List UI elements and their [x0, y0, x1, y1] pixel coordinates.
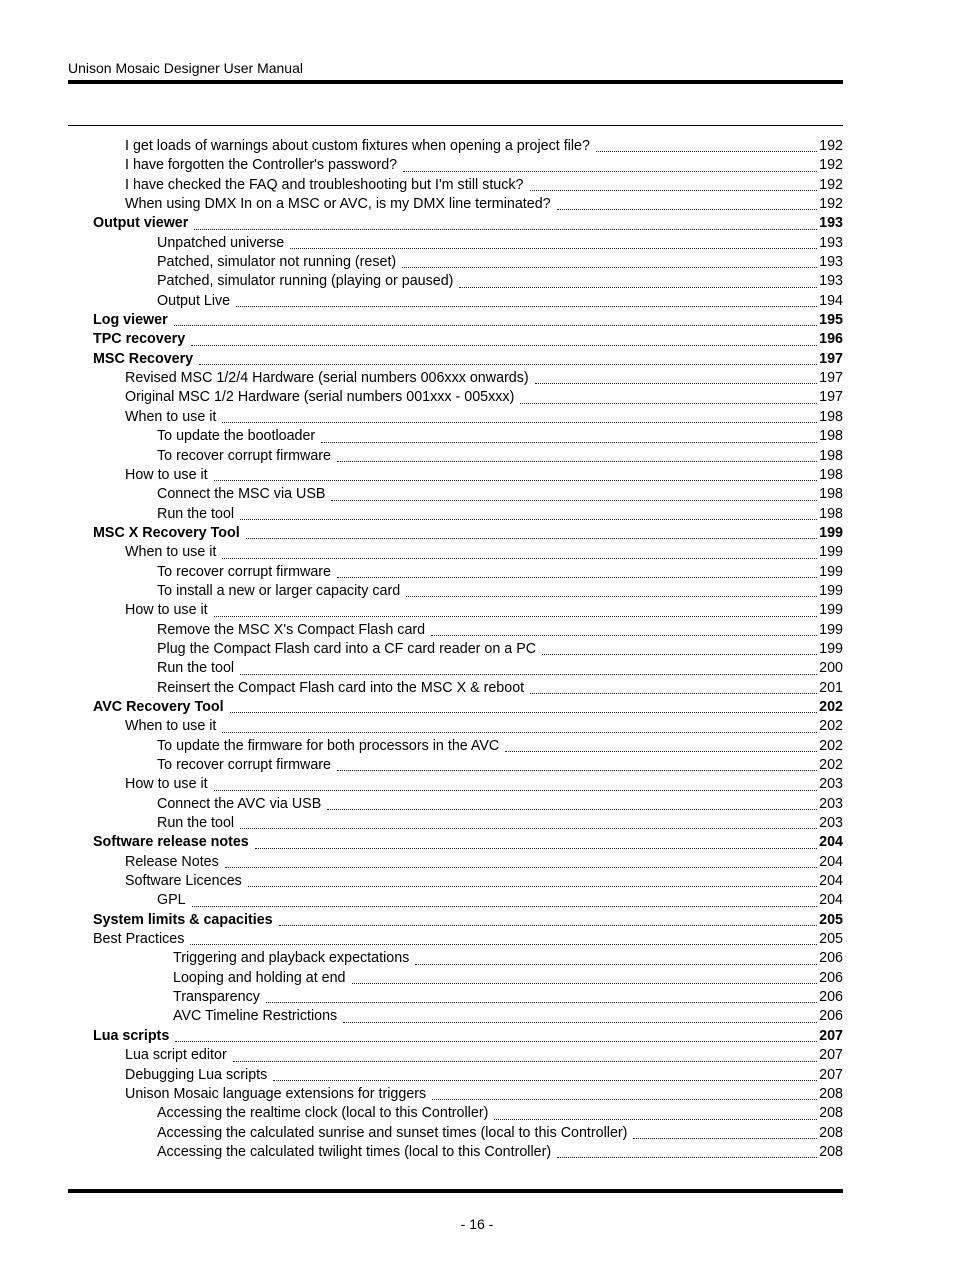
toc-entry-label: Triggering and playback expectations: [173, 950, 410, 967]
toc-entry[interactable]: [0, 717, 843, 736]
toc-leader-dots: [255, 848, 817, 849]
toc-entry[interactable]: [0, 601, 843, 620]
toc-entry[interactable]: [0, 679, 843, 698]
toc-entry[interactable]: [0, 833, 843, 852]
toc-entry-label: Software Licences: [125, 873, 242, 890]
toc-entry[interactable]: [0, 795, 843, 814]
toc-entry-page: 202: [819, 737, 843, 754]
toc-entry[interactable]: [0, 408, 843, 427]
toc-entry-label: Reinsert the Compact Flash card into the MSC X & reboot: [157, 679, 525, 696]
toc-entry-page: 206: [819, 969, 843, 986]
toc-entry[interactable]: [0, 234, 843, 253]
toc-entry-label: Accessing the calculated twilight times (local to this Controller): [157, 1143, 552, 1160]
toc-entry-label: TPC recovery: [93, 331, 186, 348]
toc-entry-label: Connect the MSC via USB: [157, 486, 326, 503]
toc-entry[interactable]: [0, 253, 843, 272]
toc-entry-label: I have checked the FAQ and troubleshooting but I'm still stuck?: [125, 176, 524, 193]
toc-entry-page: 207: [819, 1027, 843, 1044]
toc-entry[interactable]: [0, 1085, 843, 1104]
toc-leader-dots: [266, 1002, 817, 1003]
toc-leader-dots: [290, 248, 817, 249]
toc-entry-label: Release Notes: [125, 853, 219, 870]
toc-leader-dots: [431, 635, 817, 636]
toc-entry-label: Unpatched universe: [157, 234, 285, 251]
toc-entry-label: To update the firmware for both processors in the AVC: [157, 737, 500, 754]
toc-entry-page: 205: [819, 931, 843, 948]
toc-entry-page: 192: [819, 196, 843, 213]
toc-entry-page: 202: [819, 718, 843, 735]
toc-leader-dots: [246, 538, 817, 539]
toc-entry[interactable]: [0, 485, 843, 504]
toc-entry-page: 193: [819, 234, 843, 251]
toc-entry-page: 196: [819, 331, 843, 348]
toc-entry[interactable]: [0, 427, 843, 446]
toc-leader-dots: [337, 770, 817, 771]
toc-leader-dots: [331, 500, 817, 501]
toc-entry-page: 198: [819, 505, 843, 522]
toc-top-rule: [68, 125, 843, 126]
toc-entry[interactable]: [0, 1066, 843, 1085]
toc-entry-label: Original MSC 1/2 Hardware (serial numbers 001xxx - 005xxx): [125, 389, 515, 406]
toc-entry-page: 198: [819, 428, 843, 445]
toc-leader-dots: [530, 190, 818, 191]
toc-entry-page: 207: [819, 1066, 843, 1083]
toc-entry[interactable]: [0, 621, 843, 640]
toc-entry-label: MSC X Recovery Tool: [93, 524, 240, 541]
toc-entry-label: Debugging Lua scripts: [125, 1066, 268, 1083]
toc-entry-label: AVC Timeline Restrictions: [173, 1008, 338, 1025]
toc-entry[interactable]: [0, 1027, 843, 1046]
toc-entry[interactable]: [0, 949, 843, 968]
toc-entry-page: 199: [819, 544, 843, 561]
toc-entry-page: 208: [819, 1085, 843, 1102]
toc-entry[interactable]: [0, 1007, 843, 1026]
toc-entry[interactable]: [0, 137, 843, 156]
toc-entry-label: Output viewer: [93, 215, 189, 232]
toc-entry[interactable]: [0, 505, 843, 524]
toc-entry-page: 198: [819, 466, 843, 483]
toc-entry-page: 202: [819, 698, 843, 715]
toc-entry[interactable]: [0, 659, 843, 678]
toc-entry-page: 199: [819, 524, 843, 541]
toc-entry-label: Best Practices: [93, 931, 185, 948]
toc-entry[interactable]: [0, 1046, 843, 1065]
toc-leader-dots: [240, 828, 817, 829]
toc-leader-dots: [530, 693, 817, 694]
toc-entry-page: 200: [819, 660, 843, 677]
toc-entry[interactable]: [0, 466, 843, 485]
toc-leader-dots: [535, 383, 817, 384]
toc-entry-page: 203: [819, 795, 843, 812]
toc-leader-dots: [337, 461, 817, 462]
toc-entry[interactable]: [0, 969, 843, 988]
toc-entry-label: Patched, simulator running (playing or paused): [157, 273, 454, 290]
toc-entry[interactable]: [0, 214, 843, 233]
toc-entry-label: AVC Recovery Tool: [93, 698, 224, 715]
toc-entry[interactable]: [0, 814, 843, 833]
toc-entry-label: To recover corrupt firmware: [157, 447, 331, 464]
toc-leader-dots: [402, 267, 817, 268]
toc-entry[interactable]: [0, 447, 843, 466]
toc-entry-page: 204: [819, 892, 843, 909]
toc-entry-label: Patched, simulator not running (reset): [157, 254, 397, 271]
toc-leader-dots: [222, 422, 817, 423]
toc-entry[interactable]: [0, 369, 843, 388]
toc-entry-page: 201: [819, 679, 843, 696]
toc-entry-page: 198: [819, 408, 843, 425]
toc-entry[interactable]: [0, 891, 843, 910]
toc-entry-page: 193: [819, 254, 843, 271]
page-number: - 16 -: [460, 1216, 494, 1232]
toc-entry-label: Accessing the calculated sunrise and sunset times (local to this Controller): [157, 1124, 628, 1141]
toc-entry-label: Output Live: [157, 292, 231, 309]
toc-leader-dots: [222, 558, 817, 559]
toc-entry[interactable]: [0, 195, 843, 214]
toc-entry[interactable]: [0, 698, 843, 717]
toc-entry-page: 202: [819, 757, 843, 773]
toc-entry[interactable]: [0, 930, 843, 949]
toc-entry-label: GPL: [157, 892, 186, 909]
toc-entry-page: 199: [819, 602, 843, 619]
toc-entry-label: Plug the Compact Flash card into a CF card reader on a PC: [157, 640, 537, 657]
footer-rule: [68, 1189, 843, 1193]
toc-entry-label: To update the bootloader: [157, 428, 316, 445]
toc-entry-label: Software release notes: [93, 834, 249, 851]
toc-leader-dots: [214, 616, 817, 617]
toc-entry-label: Run the tool: [157, 505, 235, 522]
toc-entry-label: I have forgotten the Controller's password?: [125, 157, 398, 174]
toc-leader-dots: [214, 480, 817, 481]
header-rule: [68, 80, 843, 84]
toc-leader-dots: [236, 306, 817, 307]
toc-entry-label: How to use it: [125, 466, 208, 483]
toc-leader-dots: [406, 596, 817, 597]
toc-entry-page: 192: [819, 157, 843, 174]
toc-leader-dots: [240, 519, 817, 520]
toc-entry[interactable]: [0, 756, 843, 775]
toc-leader-dots: [279, 925, 817, 926]
toc-entry-label: Run the tool: [157, 660, 235, 677]
toc-entry-label: Looping and holding at end: [173, 969, 346, 986]
toc-entry[interactable]: [0, 176, 843, 195]
toc-entry-page: 206: [819, 1008, 843, 1025]
toc-leader-dots: [505, 751, 817, 752]
toc-entry[interactable]: [0, 543, 843, 562]
toc-entry-label: Lua script editor: [125, 1047, 227, 1064]
toc-leader-dots: [432, 1099, 817, 1100]
toc-entry[interactable]: [0, 1104, 843, 1123]
toc-leader-dots: [222, 732, 817, 733]
toc-leader-dots: [542, 654, 817, 655]
toc-entry-label: When to use it: [125, 408, 217, 425]
toc-leader-dots: [327, 809, 817, 810]
toc-entry-label: Lua scripts: [93, 1027, 170, 1044]
toc-leader-dots: [248, 886, 817, 887]
toc-entry[interactable]: [0, 388, 843, 407]
toc-entry-page: 204: [819, 853, 843, 870]
toc-entry-page: 208: [819, 1143, 843, 1160]
toc-entry-label: To recover corrupt firmware: [157, 757, 331, 773]
toc-leader-dots: [557, 1157, 817, 1158]
toc-leader-dots: [199, 364, 817, 365]
page-header-title: Unison Mosaic Designer User Manual: [68, 60, 303, 76]
toc-entry[interactable]: [0, 737, 843, 756]
toc-entry-label: When to use it: [125, 544, 217, 561]
toc-entry[interactable]: [0, 775, 843, 794]
toc-entry-page: 197: [819, 370, 843, 387]
toc-entry-page: 192: [819, 176, 843, 193]
toc-entry-page: 193: [819, 215, 843, 232]
toc-entry-page: 197: [819, 389, 843, 406]
toc-entry[interactable]: [0, 911, 843, 930]
toc-entry[interactable]: [0, 330, 843, 349]
toc-leader-dots: [403, 171, 817, 172]
toc-entry[interactable]: [0, 853, 843, 872]
toc-leader-dots: [352, 983, 817, 984]
toc-entry-label: When using DMX In on a MSC or AVC, is my DMX line terminated?: [125, 196, 551, 213]
toc-entry[interactable]: [0, 563, 843, 582]
toc-entry-page: 195: [819, 312, 843, 329]
toc-leader-dots: [230, 712, 817, 713]
toc-entry[interactable]: [0, 350, 843, 369]
toc-entry-page: 204: [819, 873, 843, 890]
toc-leader-dots: [633, 1138, 817, 1139]
toc-entry-label: MSC Recovery: [93, 350, 194, 367]
toc-leader-dots: [233, 1061, 817, 1062]
toc-entry[interactable]: [0, 272, 843, 291]
toc-entry-page: 198: [819, 447, 843, 464]
toc-entry-page: 206: [819, 989, 843, 1006]
toc-entry-page: 199: [819, 640, 843, 657]
toc-entry[interactable]: [0, 988, 843, 1007]
toc-entry-label: To install a new or larger capacity card: [157, 582, 401, 599]
toc-entry-label: System limits & capacities: [93, 911, 273, 928]
toc-leader-dots: [214, 790, 817, 791]
toc-entry-page: 203: [819, 776, 843, 793]
toc-entry-page: 204: [819, 834, 843, 851]
toc-entry-label: Remove the MSC X's Compact Flash card: [157, 621, 426, 638]
toc-entry-page: 199: [819, 621, 843, 638]
toc-leader-dots: [459, 287, 817, 288]
toc-entry-page: 208: [819, 1124, 843, 1141]
toc-leader-dots: [337, 577, 817, 578]
toc-entry-label: Revised MSC 1/2/4 Hardware (serial numbers 006xxx onwards): [125, 370, 529, 387]
toc-entry[interactable]: [0, 582, 843, 601]
toc-leader-dots: [192, 906, 817, 907]
toc-leader-dots: [191, 345, 817, 346]
toc-entry-label: Unison Mosaic language extensions for triggers: [125, 1085, 427, 1102]
toc-entry-page: 192: [819, 138, 843, 154]
toc-leader-dots: [321, 442, 817, 443]
toc-entry[interactable]: [0, 156, 843, 175]
toc-entry[interactable]: [0, 872, 843, 891]
toc-entry-page: 193: [819, 273, 843, 290]
toc-entry-label: Accessing the realtime clock (local to this Controller): [157, 1105, 489, 1122]
toc-entry-label: I get loads of warnings about custom fixtures when opening a project file?: [125, 138, 590, 154]
toc-entry-label: Transparency: [173, 989, 260, 1006]
toc-leader-dots: [174, 325, 817, 326]
toc-entry-page: 198: [819, 486, 843, 503]
toc-entry[interactable]: [0, 640, 843, 659]
toc-entry-label: Log viewer: [93, 312, 168, 329]
toc-entry-page: 199: [819, 563, 843, 580]
toc-entry[interactable]: [0, 311, 843, 330]
toc-leader-dots: [343, 1022, 817, 1023]
toc-entry-page: 197: [819, 350, 843, 367]
toc-entry-page: 203: [819, 815, 843, 832]
toc-leader-dots: [494, 1119, 817, 1120]
toc-leader-dots: [273, 1080, 817, 1081]
toc-entry-label: To recover corrupt firmware: [157, 563, 331, 580]
toc-leader-dots: [194, 229, 817, 230]
toc-entry-label: How to use it: [125, 776, 208, 793]
toc-entry-page: 208: [819, 1105, 843, 1122]
table-of-contents: [0, 137, 954, 1162]
toc-leader-dots: [557, 209, 817, 210]
toc-entry-page: 207: [819, 1047, 843, 1064]
toc-entry-label: Connect the AVC via USB: [157, 795, 322, 812]
toc-entry-page: 194: [819, 292, 843, 309]
toc-entry-label: When to use it: [125, 718, 217, 735]
toc-entry-label: How to use it: [125, 602, 208, 619]
toc-entry-page: 199: [819, 582, 843, 599]
toc-leader-dots: [520, 403, 817, 404]
toc-entry[interactable]: [0, 1143, 843, 1162]
toc-leader-dots: [240, 674, 817, 675]
toc-leader-dots: [175, 1041, 817, 1042]
toc-leader-dots: [225, 867, 817, 868]
toc-leader-dots: [415, 964, 817, 965]
toc-entry-page: 206: [819, 950, 843, 967]
toc-entry-label: Run the tool: [157, 815, 235, 832]
toc-entry[interactable]: [0, 292, 843, 311]
toc-leader-dots: [596, 151, 817, 152]
toc-leader-dots: [190, 944, 817, 945]
toc-entry-page: 205: [819, 911, 843, 928]
toc-entry[interactable]: [0, 524, 843, 543]
toc-entry[interactable]: [0, 1124, 843, 1143]
